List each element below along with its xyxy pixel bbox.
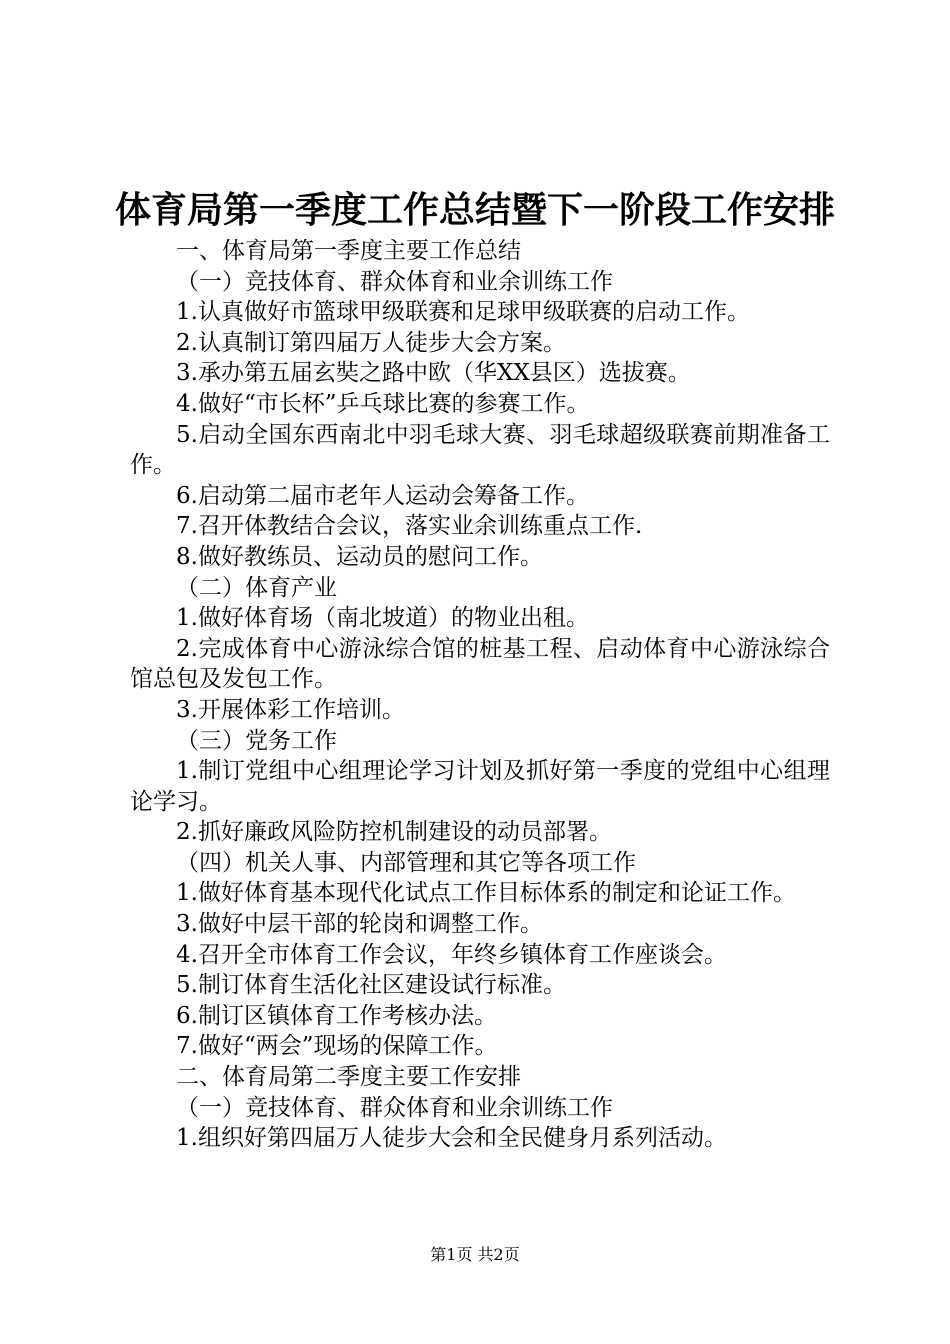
document-body: [130, 236, 830, 1154]
list-item: 5.启动全国东西南北中羽毛球大赛、羽毛球超级联赛前期准备工作。: [130, 421, 830, 479]
list-item: 2.抓好廉政风险防控机制建设的动员部署。: [176, 819, 612, 846]
list-item: 7.召开体教结合会议，落实业余训练重点工作.: [176, 513, 643, 540]
page-number: 第1页 共2页: [430, 1245, 520, 1264]
list-item: 3.承办第五届玄奘之路中欧（华XX县区）选拔赛。: [176, 360, 691, 387]
list-item: 4.召开全市体育工作会议，年终乡镇体育工作座谈会。: [176, 941, 727, 968]
list-item: 2.完成体育中心游泳综合馆的桩基工程、启动体育中心游泳综合馆总包及发包工作。: [130, 635, 830, 693]
subsection-heading: （一）竞技体育、群众体育和业余训练工作: [176, 1094, 613, 1121]
document-title: 体育局第一季度工作总结暨下一阶段工作安排: [114, 189, 835, 231]
subsection-heading: （四）机关人事、内部管理和其它等各项工作: [176, 849, 636, 876]
subsection-heading: （三）党务工作: [176, 727, 337, 754]
list-item: 4.做好“市长杯”乒乓球比赛的参赛工作。: [176, 390, 590, 417]
list-item: 1.组织好第四届万人徒步大会和全民健身月系列活动。: [176, 1125, 727, 1152]
list-item: 3.做好中层干部的轮岗和调整工作。: [176, 911, 543, 938]
section-heading: 一、体育局第一季度主要工作总结: [176, 238, 521, 264]
subsection-heading: （一）竞技体育、群众体育和业余训练工作: [176, 268, 613, 295]
list-item: 5.制订体育生活化社区建设试行标准。: [176, 972, 566, 999]
list-item: 6.启动第二届市老年人运动会筹备工作。: [176, 482, 589, 509]
list-item: 8.做好教练员、运动员的慰问工作。: [176, 543, 543, 570]
list-item: 6.制订区镇体育工作考核办法。: [176, 1002, 497, 1029]
subsection-heading: （二）体育产业: [176, 574, 337, 601]
list-item: 1.认真做好市篮球甲级联赛和足球甲级联赛的启动工作。: [176, 299, 750, 326]
list-item: 2.认真制订第四届万人徒步大会方案。: [176, 329, 566, 356]
section-heading: 二、体育局第二季度主要工作安排: [176, 1064, 521, 1091]
list-item: 1.做好体育场（南北坡道）的物业出租。: [176, 605, 589, 632]
list-item: 3.开展体彩工作培训。: [176, 696, 405, 723]
list-item: 1.制订党组中心组理论学习计划及抓好第一季度的党组中心组理论学习。: [130, 758, 830, 815]
list-item: 1.做好体育基本现代化试点工作目标体系的制定和论证工作。: [176, 880, 796, 907]
list-item: 7.做好“两会”现场的保障工作。: [176, 1033, 498, 1060]
